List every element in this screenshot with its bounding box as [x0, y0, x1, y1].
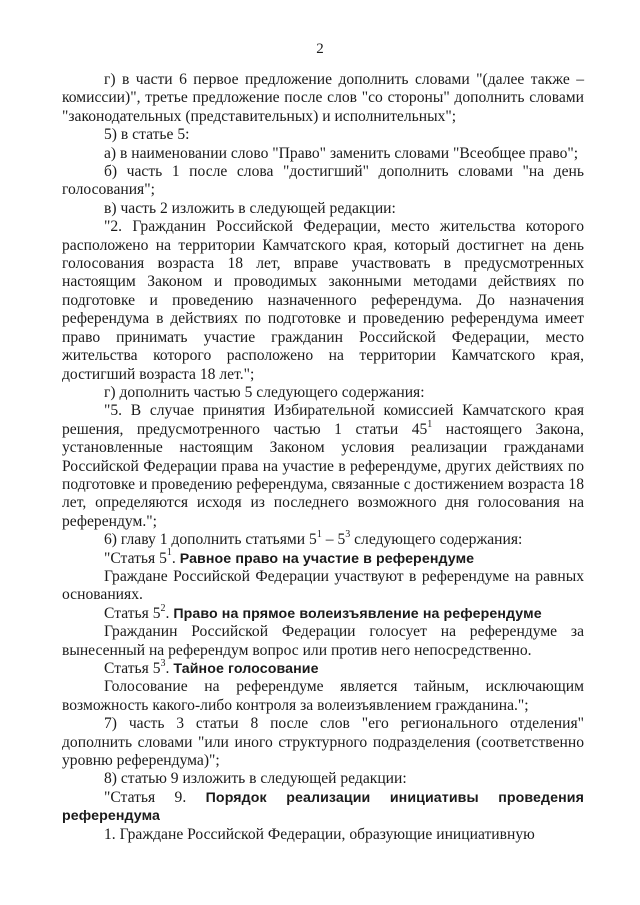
article-body: Граждане Российской Федерации участвуют в референдуме на равных основаниях. — [62, 567, 584, 604]
article-title: Порядок реализации инициативы проведения референдума — [62, 789, 584, 825]
page-number: 2 — [316, 41, 324, 57]
paragraph: в) часть 2 изложить в следующей редакции: — [104, 199, 396, 217]
paragraph: а) в наименовании слово "Право" заменить словами "Всеобщее право"; — [104, 144, 579, 162]
article-label: Статья 5 — [104, 660, 161, 677]
quoted-paragraph — [62, 402, 584, 531]
text-run: . — [165, 660, 174, 677]
article-label: Статья 5 — [104, 604, 161, 622]
quoted-paragraph: "2. Гражданин Российской Федерации, место жительства которого расположено на территории Камчатского края, который достигнет на день голосования возраста 18 лет, вправе участвовать в предусмотренных настоящим Законом и проводимых законными методами действиях по подготовке и проведению назначенного референдума. До назначения референдума в действиях по подготовке и проведению референдума имеет право принимать участие гражданин Российской Федерации, место жительства которого расположено на территории Камчатского края, достигший возраста 18 лет."; — [62, 218, 584, 383]
article-label: "Статья 9. — [104, 788, 206, 806]
paragraph: 5) в статье 5: — [104, 126, 190, 144]
paragraph: г) в части 6 первое предложение дополнить словами "(далее также – комиссии)", третье предложение после слов "со стороны" дополнить словами "законодательных (представительных) и исполнительных"; — [62, 71, 584, 125]
superscript: 1 — [166, 547, 172, 559]
text-run: . — [165, 604, 174, 622]
paragraph: 8) статью 9 изложить в следующей редакции: — [104, 770, 407, 788]
superscript: 1 — [316, 528, 322, 540]
text-run: настоящего Закона, установленные настоящим Законом условия реализации гражданами Российской Федерации права на участие в референдуме, других действиях по подготовке и проведению референдума, связанные с достижением возраста 18 лет, определяются исходя из последнего возможного дня голосования на референдум."; — [62, 420, 584, 530]
paragraph — [62, 528, 584, 549]
superscript: 2 — [160, 602, 166, 614]
paragraph: 1. Граждане Российской Федерации, образующие инициативную — [104, 825, 535, 843]
article-heading — [62, 602, 584, 623]
superscript: 3 — [345, 528, 351, 540]
paragraph: б) часть 1 после слова "достигший" дополнить словами "на день голосования"; — [62, 163, 584, 199]
article-heading — [62, 547, 584, 568]
article-body: Гражданин Российской Федерации голосует на референдуме за вынесенный на референдум вопрос или против него непосредственно. — [62, 623, 584, 659]
text-run: следующего содержания: — [350, 531, 523, 549]
text-run: 6) главу 1 дополнить статьями 5 — [104, 531, 317, 549]
paragraph: 7) часть 3 статьи 8 после слов "его регионального отделения" дополнить словами "или иного структурного подразделения (соответственно уровню референдума)"; — [62, 715, 584, 770]
article-body: Голосование на референдуме является тайным, исключающим возможность какого-либо контроля за волеизъявлением гражданина."; — [62, 678, 584, 714]
text-run: – 5 — [321, 531, 346, 549]
article-title: Равное право на участие в референдуме — [179, 550, 475, 567]
text-run: "5. В случае принятия Избирательной комиссией Камчатского края решения, предусмотренного частью 1 статьи 45 — [62, 402, 584, 438]
superscript: 1 — [427, 418, 433, 430]
paragraph: г) дополнить частью 5 следующего содержания: — [104, 383, 425, 401]
article-heading — [62, 789, 584, 826]
article-heading — [62, 657, 584, 678]
article-label: "Статья 5 — [104, 549, 167, 567]
text-run: . — [171, 549, 180, 567]
document-body — [62, 71, 584, 844]
article-title: Тайное голосование — [173, 661, 319, 677]
article-title: Право на прямое волеизъявление на референдуме — [173, 605, 542, 622]
superscript: 3 — [160, 657, 166, 669]
